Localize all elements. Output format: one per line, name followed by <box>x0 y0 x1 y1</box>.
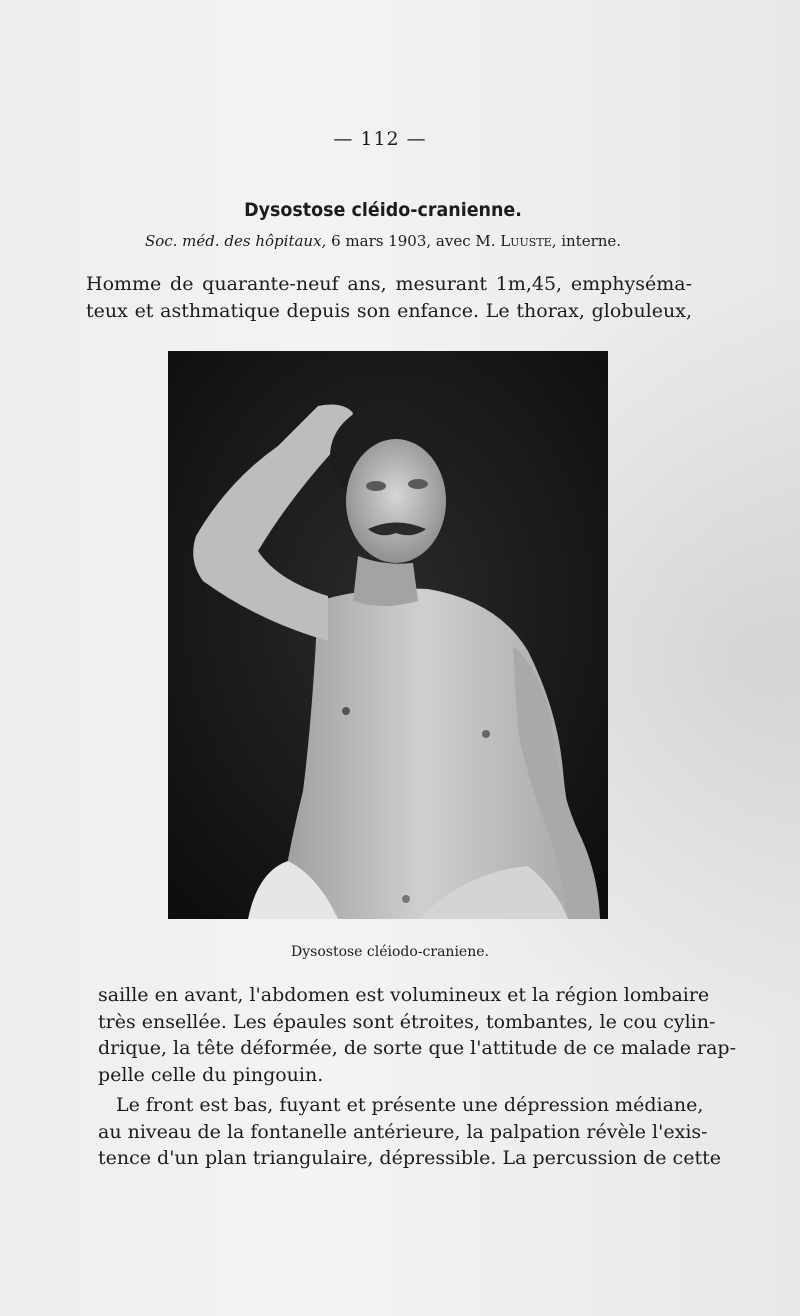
source-author: Luuste <box>500 232 552 250</box>
text-line: très ensellée. Les épaules sont étroites, tombantes, le cou cylin- <box>98 1010 716 1033</box>
paragraph-intro <box>86 271 692 324</box>
photograph-image <box>168 351 608 919</box>
text-line: drique, la tête déformée, de sorte que l'attitude de ce malade rap- <box>98 1037 737 1059</box>
source-journal: Soc. méd. des hôpitaux, <box>144 232 327 250</box>
text-line: tence d'un plan triangulaire, dépressible. La percussion de cette <box>98 1147 721 1169</box>
source-date: 6 mars 1903, avec M. <box>326 232 501 250</box>
article-source <box>0 232 766 250</box>
text-line: Le front est bas, fuyant et présente une dépression médiane, <box>116 1094 704 1116</box>
text-line: pelle celle du pingouin. <box>98 1063 324 1086</box>
page-number: — 112 — <box>333 128 427 150</box>
article-title: Dysostose cléido-cranienne. <box>244 199 522 221</box>
figure-caption: Dysostose cléiodo-craniene. <box>291 944 489 960</box>
text-line: saille en avant, l'abdomen est volumineux et la région lombaire <box>98 984 710 1006</box>
paragraph-body <box>98 982 737 1088</box>
patient-photograph <box>168 351 608 919</box>
text-line: teux et asthmatique depuis son enfance. Le thorax, globuleux, <box>86 299 692 322</box>
paragraph-body-2 <box>98 1092 721 1172</box>
source-role: , interne. <box>551 232 622 250</box>
text-line: Homme de quarante-neuf ans, mesurant 1m,45, emphyséma- <box>86 273 692 295</box>
text-line: au niveau de la fontanelle antérieure, la palpation révèle l'exis- <box>98 1120 708 1143</box>
